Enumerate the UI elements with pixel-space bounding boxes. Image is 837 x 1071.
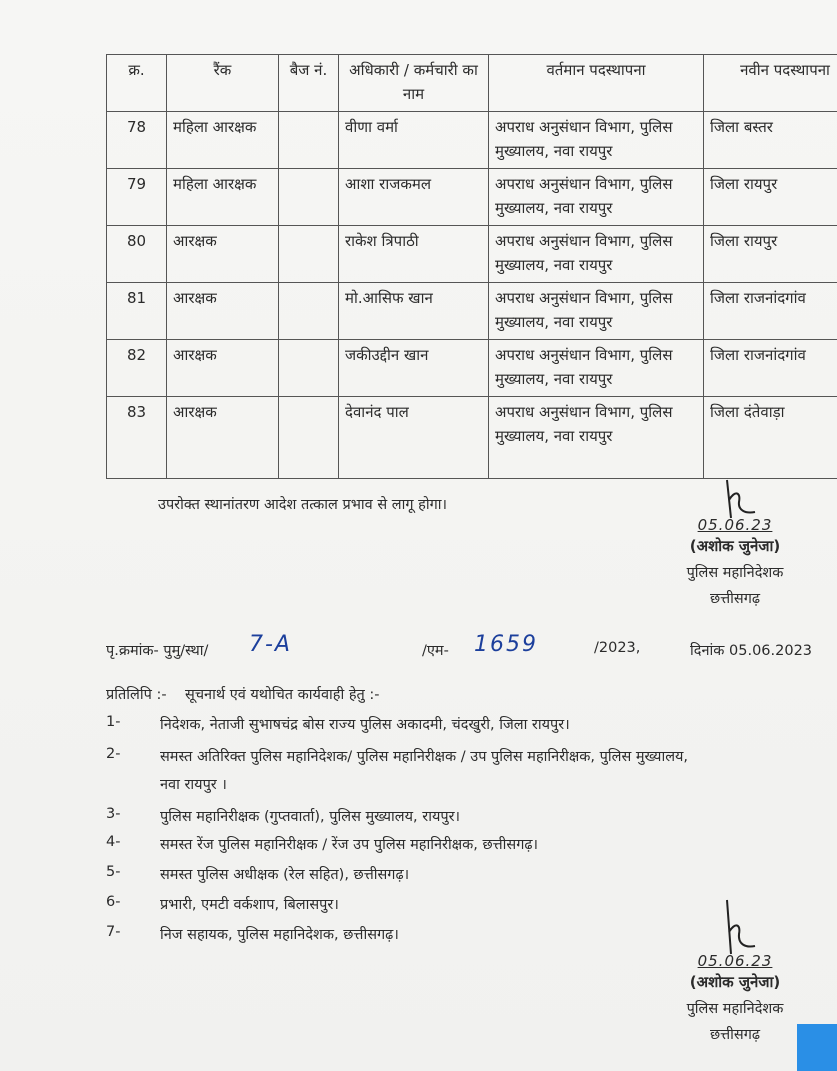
list-item-text: समस्त रेंज पुलिस महानिरीक्षक / रेंज उप पुलिस महानिरीक्षक, छत्तीसगढ़। [160,837,539,853]
list-item-number: 2- [106,746,121,762]
cell-new-posting: जिला राजनांदगांव [704,340,837,397]
signature-block-bottom [640,898,830,1044]
list-item-number: 7- [106,924,121,940]
signature-date: 05.06.23 [697,516,773,534]
cell-current-posting: अपराध अनुसंधान विभाग, पुलिस मुख्यालय, नवा रायपुर [489,283,704,340]
cell-badge [279,226,339,283]
cell-name: राकेश त्रिपाठी [339,226,489,283]
list-item-number: 4- [106,834,121,850]
cell-rank: महिला आरक्षक [167,169,279,226]
cell-current-posting: अपराध अनुसंधान विभाग, पुलिस मुख्यालय, नवा रायपुर [489,340,704,397]
order-date: दिनांक 05.06.2023 [690,643,813,659]
cell-serial: 83 [107,397,167,479]
table-row [107,226,837,283]
header-badge: बैज नं. [279,55,339,112]
list-item-text: निदेशक, नेताजी सुभाषचंद्र बोस राज्य पुलिस अकादमी, चंदखुरी, जिला रायपुर। [160,717,570,733]
cell-badge [279,112,339,169]
cell-name: देवानंद पाल [339,397,489,479]
cell-serial: 82 [107,340,167,397]
header-new-posting: नवीन पदस्थापना [704,55,837,112]
header-name: अधिकारी / कर्मचारी का नाम [339,55,489,112]
corner-overlay [797,1024,837,1071]
order-em-label: /एम- [422,643,449,659]
cell-current-posting: अपराध अनुसंधान विभाग, पुलिस मुख्यालय, नवा रायपुर [489,169,704,226]
signatory-name: (अशोक जुनेजा) [689,973,781,991]
table-row [107,340,837,397]
cell-rank: आरक्षक [167,283,279,340]
cell-serial: 79 [107,169,167,226]
list-item-number: 6- [106,894,121,910]
cell-name: वीणा वर्मा [339,112,489,169]
list-item-number: 5- [106,864,121,880]
transfer-table [106,54,837,479]
signatory-designation: पुलिस महानिदेशक [686,565,784,581]
signatory-state: छत्तीसगढ़ [709,591,761,607]
cell-new-posting: जिला दंतेवाड़ा [704,397,837,479]
cell-badge [279,169,339,226]
cell-name: आशा राजकमल [339,169,489,226]
cell-current-posting: अपराध अनुसंधान विभाग, पुलिस मुख्यालय, नवा रायपुर [489,112,704,169]
cell-name: मो.आसिफ खान [339,283,489,340]
cell-serial: 81 [107,283,167,340]
list-item-text-cont: नवा रायपुर । [160,777,227,793]
table-row [107,397,837,479]
cell-rank: आरक्षक [167,226,279,283]
cell-rank: आरक्षक [167,340,279,397]
table-row [107,169,837,226]
header-serial: क्र. [107,55,167,112]
cell-new-posting: जिला रायपुर [704,169,837,226]
table-row [107,283,837,340]
signature-date: 05.06.23 [697,952,773,970]
cell-new-posting: जिला रायपुर [704,226,837,283]
cell-rank: आरक्षक [167,397,279,479]
copy-heading: प्रतिलिपि :- सूचनार्थ एवं यथोचित कार्यवाही हेतु :- [106,687,380,703]
signatory-designation: पुलिस महानिदेशक [686,1001,784,1017]
order-handwritten-no: 7-A [249,632,292,657]
list-item-number: 3- [106,806,121,822]
cell-current-posting: अपराध अनुसंधान विभाग, पुलिस मुख्यालय, नवा रायपुर [489,397,704,479]
cell-new-posting: जिला बस्तर [704,112,837,169]
signature-scribble [705,898,765,958]
cell-current-posting: अपराध अनुसंधान विभाग, पुलिस मुख्यालय, नवा रायपुर [489,226,704,283]
order-prefix: पृ.क्रमांक- पुमु/स्था/ [106,643,209,659]
cell-badge [279,283,339,340]
order-em-number: 1659 [474,632,538,657]
cell-badge [279,340,339,397]
list-item-text: पुलिस महानिरीक्षक (गुप्तवार्ता), पुलिस मुख्यालय, रायपुर। [160,809,461,825]
header-current-posting: वर्तमान पदस्थापना [489,55,704,112]
list-item-number: 1- [106,714,121,730]
table-row [107,112,837,169]
cell-serial: 78 [107,112,167,169]
cell-badge [279,397,339,479]
cell-new-posting: जिला राजनांदगांव [704,283,837,340]
header-rank: रैंक [167,55,279,112]
signatory-state: छत्तीसगढ़ [709,1027,761,1043]
list-item-text: प्रभारी, एमटी वर्कशाप, बिलासपुर। [160,897,339,913]
table-header-row [107,55,837,112]
cell-name: जकीउद्दीन खान [339,340,489,397]
signature-block [640,478,830,608]
list-item-text: समस्त पुलिस अधीक्षक (रेल सहित), छत्तीसगढ़। [160,867,410,883]
cell-serial: 80 [107,226,167,283]
list-item-text: निज सहायक, पुलिस महानिदेशक, छत्तीसगढ़। [160,927,399,943]
signatory-name: (अशोक जुनेजा) [689,537,781,555]
order-year: /2023, [594,640,641,656]
list-item-text: समस्त अतिरिक्त पुलिस महानिदेशक/ पुलिस महानिरीक्षक / उप पुलिस महानिरीक्षक, पुलिस मुख्यालय, [160,749,689,765]
cell-rank: महिला आरक्षक [167,112,279,169]
effect-note: उपरोक्त स्थानांतरण आदेश तत्काल प्रभाव से लागू होगा। [158,497,447,513]
